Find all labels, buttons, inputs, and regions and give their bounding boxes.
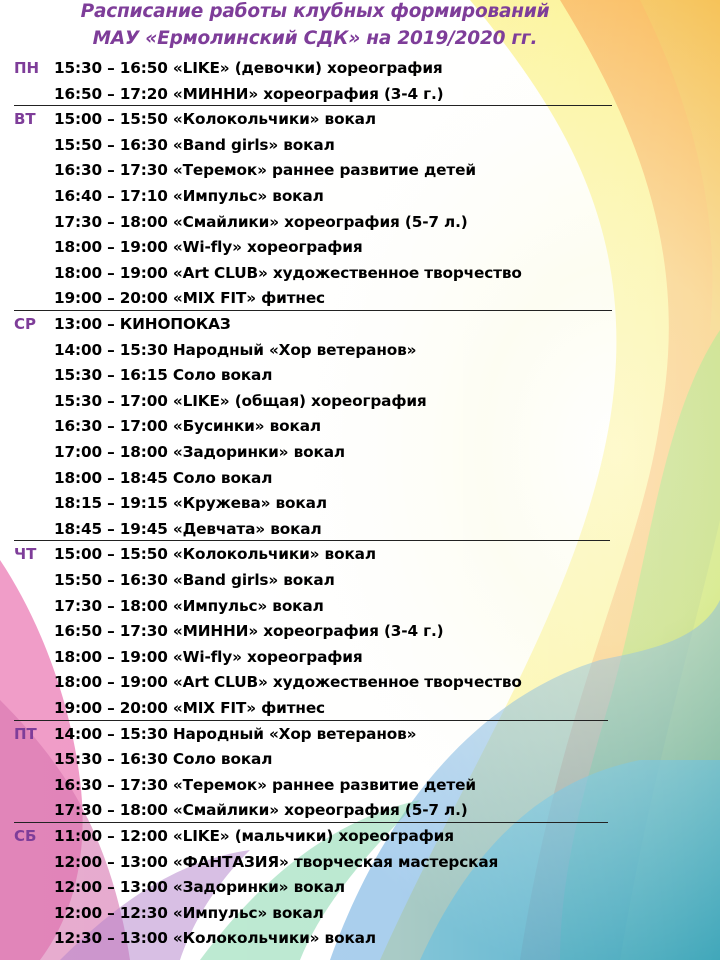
schedule-row bbox=[0, 439, 720, 465]
schedule-entry: 15:00 – 15:50 «Колокольчики» вокал bbox=[54, 545, 376, 564]
schedule-row bbox=[0, 311, 720, 337]
schedule-entry: 15:50 – 16:30 «Band girls» вокал bbox=[54, 571, 335, 589]
schedule-entry: 15:30 – 16:50 «LIKE» (девочки) хореография bbox=[54, 59, 443, 77]
schedule-row bbox=[0, 388, 720, 414]
schedule-entry: 12:00 – 13:00 «ФАНТАЗИЯ» творческая мастерская bbox=[54, 852, 499, 871]
schedule-entry: 19:00 – 20:00 «MIX FIT» фитнес bbox=[54, 699, 325, 717]
schedule-row bbox=[0, 516, 720, 542]
schedule-row bbox=[0, 567, 720, 593]
schedule-entry: 12:00 – 13:00 «Задоринки» вокал bbox=[54, 878, 345, 897]
schedule-entry: 15:30 – 16:15 Соло вокал bbox=[54, 366, 273, 385]
schedule-entry: 17:30 – 18:00 «Импульс» вокал bbox=[54, 596, 324, 615]
schedule-entry: 18:15 – 19:15 «Кружева» вокал bbox=[54, 494, 327, 513]
schedule-row bbox=[0, 132, 720, 158]
schedule-entry: 16:30 – 17:30 «Теремок» раннее развитие детей bbox=[54, 161, 476, 180]
schedule-entry: 16:40 – 17:10 «Импульс» вокал bbox=[54, 187, 324, 205]
schedule-row bbox=[0, 362, 720, 388]
page-title: Расписание работы клубных формирований bbox=[80, 1, 550, 22]
schedule-row bbox=[0, 106, 720, 132]
schedule-row bbox=[0, 209, 720, 235]
schedule-entry: 19:00 – 20:00 «MIX FIT» фитнес bbox=[54, 289, 325, 308]
schedule-entry: 17:30 – 18:00 «Смайлики» хореография (5-7 л.) bbox=[54, 801, 468, 820]
schedule-entry: 18:45 – 19:45 «Девчата» вокал bbox=[54, 519, 322, 538]
schedule-row bbox=[0, 874, 720, 900]
schedule-row bbox=[0, 823, 720, 849]
day-label: ЧТ bbox=[14, 545, 37, 564]
page-subtitle: МАУ «Ермолинский СДК» на 2019/2020 гг. bbox=[92, 28, 538, 49]
schedule-entry: 12:00 – 12:30 «Импульс» вокал bbox=[54, 903, 324, 922]
schedule-entry: 15:00 – 15:50 «Колокольчики» вокал bbox=[54, 110, 376, 129]
schedule-row bbox=[0, 157, 720, 183]
schedule-row bbox=[0, 695, 720, 721]
schedule-entry: 15:50 – 16:30 «Band girls» вокал bbox=[54, 135, 335, 154]
day-label: ВТ bbox=[14, 110, 36, 129]
schedule-row bbox=[0, 285, 720, 311]
schedule-row bbox=[0, 849, 720, 875]
schedule-row bbox=[0, 721, 720, 747]
schedule-entry: 16:50 – 17:30 «МИННИ» хореография (3-4 г.) bbox=[54, 622, 444, 641]
schedule-row bbox=[0, 797, 720, 823]
schedule-row bbox=[0, 260, 720, 286]
schedule-row bbox=[0, 183, 720, 209]
schedule-row bbox=[0, 55, 720, 81]
schedule-entry: 16:30 – 17:30 «Теремок» раннее развитие детей bbox=[54, 775, 476, 794]
schedule-row bbox=[0, 413, 720, 439]
schedule-entry: 16:50 – 17:20 «МИННИ» хореография (3-4 г.) bbox=[54, 84, 444, 103]
day-label: ПН bbox=[14, 59, 40, 77]
schedule-entry: 14:00 – 15:30 Народный «Хор ветеранов» bbox=[54, 340, 417, 359]
schedule-row bbox=[0, 234, 720, 260]
schedule-row bbox=[0, 669, 720, 695]
day-label: СБ bbox=[14, 827, 37, 845]
day-label: СР bbox=[14, 315, 37, 333]
schedule-entry: 15:30 – 16:30 Соло вокал bbox=[54, 750, 273, 769]
schedule-entry: 15:30 – 17:00 «LIKE» (общая) хореография bbox=[54, 391, 427, 410]
schedule-row bbox=[0, 772, 720, 798]
schedule-entry: 18:00 – 19:00 «Art CLUB» художественное творчество bbox=[54, 673, 522, 692]
schedule-entry: 13:00 – КИНОПОКАЗ bbox=[54, 315, 231, 333]
schedule-entry: 14:00 – 15:30 Народный «Хор ветеранов» bbox=[54, 724, 417, 743]
schedule-row bbox=[0, 593, 720, 619]
schedule-entry: 16:30 – 17:00 «Бусинки» вокал bbox=[54, 417, 321, 436]
schedule-row bbox=[0, 644, 720, 670]
schedule-entry: 18:00 – 19:00 «Wi-fly» хореография bbox=[54, 647, 363, 666]
schedule-row bbox=[0, 337, 720, 363]
day-label: ПТ bbox=[14, 724, 37, 743]
schedule-row bbox=[0, 900, 720, 926]
schedule-row bbox=[0, 746, 720, 772]
schedule-row bbox=[0, 465, 720, 491]
schedule-entry: 17:00 – 18:00 «Задоринки» вокал bbox=[54, 443, 345, 461]
schedule-entry: 12:30 – 13:00 «Колокольчики» вокал bbox=[54, 929, 376, 948]
schedule-entry: 17:30 – 18:00 «Смайлики» хореография (5-7 л.) bbox=[54, 212, 468, 231]
schedule-row bbox=[0, 618, 720, 644]
schedule-row bbox=[0, 490, 720, 516]
schedule-entry: 11:00 – 12:00 «LIKE» (мальчики) хореография bbox=[54, 827, 454, 845]
schedule-row bbox=[0, 81, 720, 107]
schedule-row bbox=[0, 541, 720, 567]
schedule-entry: 18:00 – 19:00 «Wi-fly» хореография bbox=[54, 238, 363, 257]
schedule-entry: 18:00 – 18:45 Соло вокал bbox=[54, 468, 273, 487]
schedule-row bbox=[0, 925, 720, 951]
schedule-entry: 18:00 – 19:00 «Art CLUB» художественное творчество bbox=[54, 263, 522, 282]
